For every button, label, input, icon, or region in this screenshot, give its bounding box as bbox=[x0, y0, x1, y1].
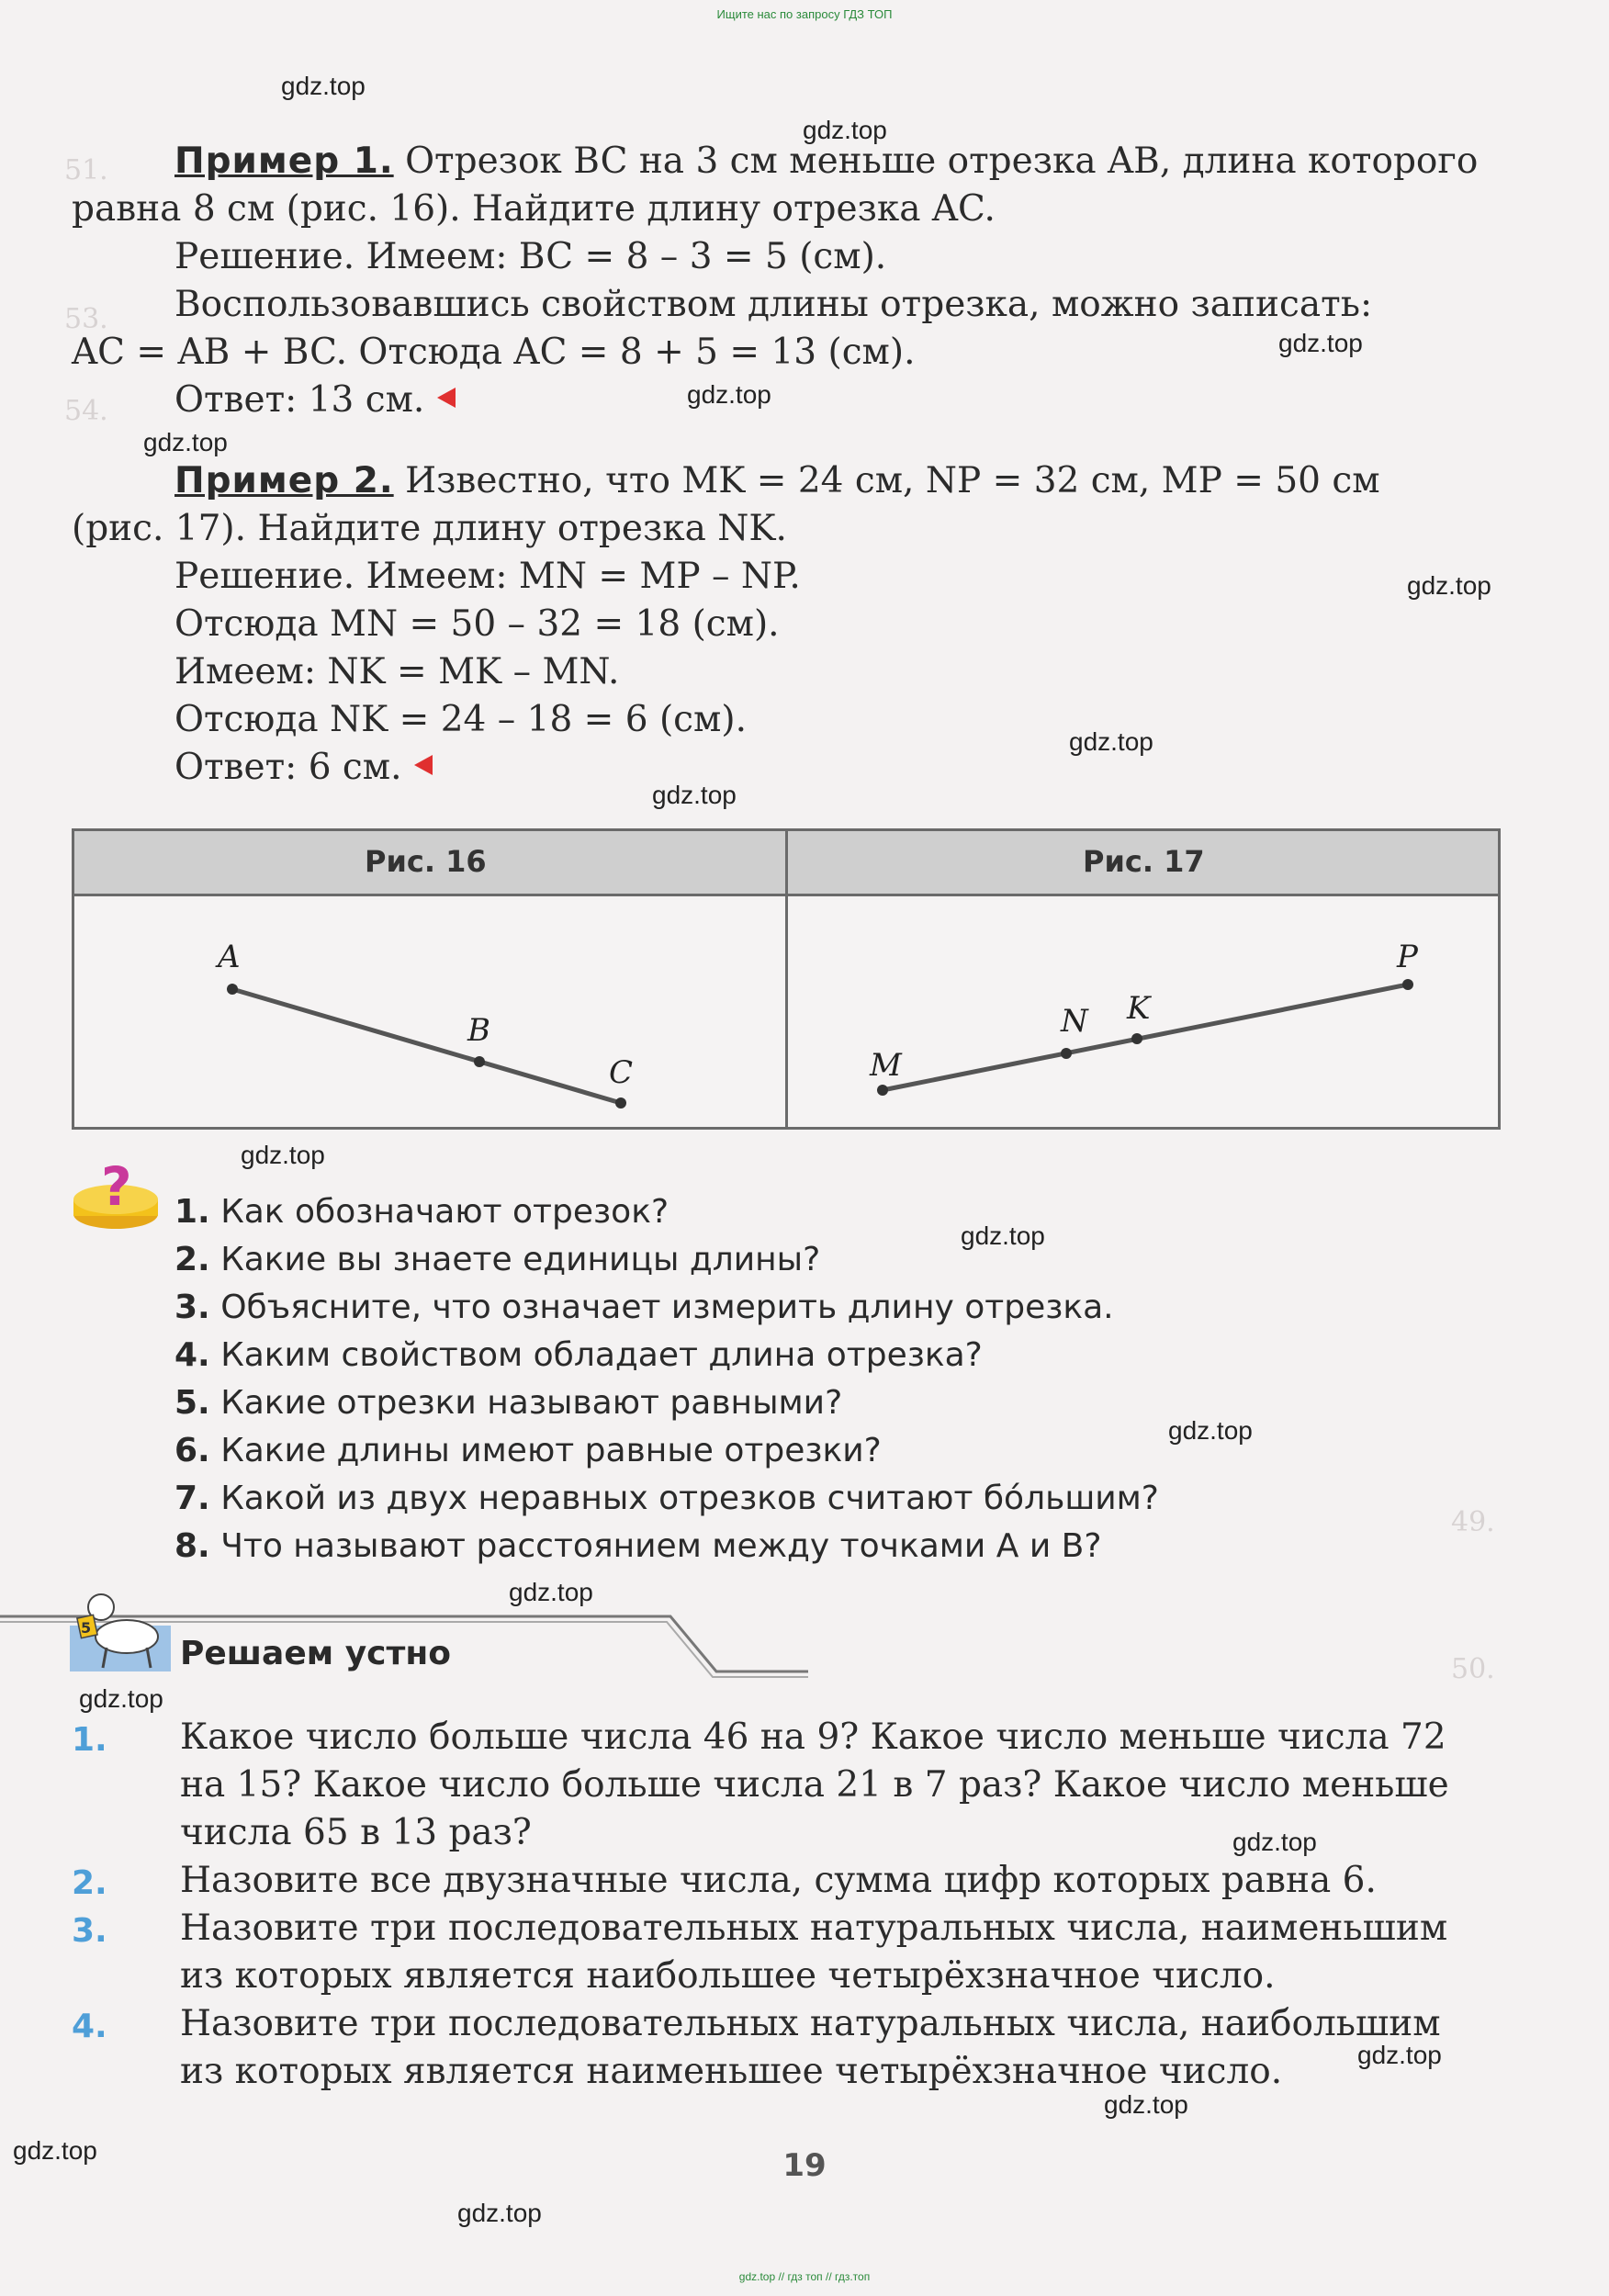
question-mark-glyph: ? bbox=[101, 1159, 132, 1218]
example2-line2: (рис. 17). Найдите длину отрезка NK. bbox=[72, 508, 787, 549]
watermark: gdz.top bbox=[241, 1141, 325, 1169]
bleed-through: 54. bbox=[64, 395, 108, 427]
watermark: gdz.top bbox=[143, 428, 228, 456]
watermark: gdz.top bbox=[1407, 571, 1491, 600]
watermark: gdz.top bbox=[281, 72, 366, 100]
figures-drawing bbox=[74, 894, 1498, 1127]
label-a: A bbox=[218, 939, 241, 975]
oral-item-line: Назовите три последовательных натуральных числа, наибольшим bbox=[180, 2003, 1441, 2044]
label-c: C bbox=[609, 1054, 634, 1091]
example1-line2: равна 8 см (рис. 16). Найдите длину отрезка AC. bbox=[72, 188, 996, 230]
fig16-caption: Рис. 16 bbox=[365, 844, 487, 879]
oral-item-line: из которых является наибольшее четырёхзначное число. bbox=[180, 1955, 1276, 1997]
bleed-through: 51. bbox=[64, 154, 108, 186]
oral-item-number: 1. bbox=[72, 1721, 107, 1759]
watermark: gdz.top bbox=[961, 1221, 1045, 1250]
segment-ac bbox=[232, 989, 621, 1103]
bleed-through: 50. bbox=[1451, 1653, 1495, 1685]
oral-item-line: из которых является наименьшее четырёхзначное число. bbox=[180, 2051, 1283, 2092]
watermark: gdz.top bbox=[1232, 1828, 1317, 1856]
question-item: 8. Что называют расстоянием между точками A и B? bbox=[174, 1527, 1102, 1565]
oral-item-number: 3. bbox=[72, 1912, 107, 1950]
oral-item-line: Назовите три последовательных натуральных числа, наименьшим bbox=[180, 1908, 1448, 1949]
watermark: gdz.top bbox=[803, 116, 887, 144]
point-k bbox=[1131, 1033, 1142, 1044]
example1-answer-line bbox=[174, 377, 456, 424]
example1-line4: Воспользовавшись свойством длины отрезка, можно записать: bbox=[174, 284, 1373, 325]
example1-text: Отрезок BC на 3 см меньше отрезка AB, длина которого bbox=[405, 141, 1479, 182]
oral-item-number: 4. bbox=[72, 2008, 107, 2045]
question-item: 2. Какие вы знаете единицы длины? bbox=[174, 1241, 821, 1278]
page-number: 19 bbox=[782, 2147, 827, 2184]
example1-title: Пример 1. bbox=[174, 141, 394, 182]
oral-item-line: на 15? Какое число больше числа 21 в 7 раз? Какое число меньше bbox=[180, 1764, 1449, 1806]
top-banner: Ищите нас по запросу ГДЗ ТОП bbox=[716, 7, 893, 21]
point-b bbox=[474, 1056, 485, 1067]
question-item: 5. Какие отрезки называют равными? bbox=[174, 1384, 843, 1422]
question-item: 1. Как обозначают отрезок? bbox=[174, 1193, 669, 1231]
question-item: 4. Каким свойством обладает длина отрезка? bbox=[174, 1336, 983, 1374]
bleed-through: 49. bbox=[1451, 1506, 1495, 1538]
watermark: gdz.top bbox=[1069, 727, 1153, 756]
bleed-through: 53. bbox=[64, 303, 108, 335]
example2-text: Известно, что MK = 24 см, NP = 32 см, MP = 50 см bbox=[405, 460, 1380, 501]
watermark: gdz.top bbox=[1168, 1416, 1253, 1445]
watermark: gdz.top bbox=[457, 2199, 542, 2227]
end-marker-icon bbox=[437, 388, 456, 408]
bottom-banner: gdz.top // гдз топ // гдз.топ bbox=[738, 2270, 871, 2283]
watermark: gdz.top bbox=[1104, 2090, 1188, 2119]
point-m bbox=[877, 1085, 888, 1096]
label-b: B bbox=[467, 1012, 490, 1049]
example2-title: Пример 2. bbox=[174, 460, 394, 501]
example2-line1 bbox=[174, 457, 1380, 505]
figures-table bbox=[72, 828, 1501, 1130]
svg-text:5: 5 bbox=[81, 1619, 92, 1637]
label-n: N bbox=[1061, 1003, 1088, 1040]
watermark: gdz.top bbox=[509, 1578, 593, 1606]
example2-solution: Решение. Имеем: MN = MP – NP. bbox=[174, 556, 801, 597]
point-p bbox=[1402, 979, 1413, 990]
label-m: M bbox=[870, 1047, 902, 1084]
example2-line6: Отсюда NK = 24 – 18 = 6 (см). bbox=[174, 699, 747, 740]
example1-line1 bbox=[174, 138, 1478, 186]
point-c bbox=[615, 1097, 626, 1109]
oral-title: Решаем устно bbox=[180, 1635, 451, 1672]
example1-answer: Ответ: 13 см. bbox=[174, 379, 425, 421]
label-p: P bbox=[1397, 939, 1418, 975]
oral-item-line: Назовите все двузначные числа, сумма цифр которых равна 6. bbox=[180, 1860, 1377, 1901]
end-marker-icon bbox=[414, 755, 433, 775]
watermark: gdz.top bbox=[687, 380, 771, 409]
example2-line5: Имеем: NK = MK – MN. bbox=[174, 651, 620, 692]
label-k: K bbox=[1127, 990, 1151, 1027]
question-item: 3. Объясните, что означает измерить длину отрезка. bbox=[174, 1289, 1114, 1326]
questions-list bbox=[174, 1188, 1159, 1570]
example2-line4: Отсюда MN = 50 – 32 = 18 (см). bbox=[174, 603, 780, 645]
example2-answer: Ответ: 6 см. bbox=[174, 747, 402, 788]
example1-solution: Решение. Имеем: BC = 8 – 3 = 5 (см). bbox=[174, 236, 887, 277]
point-a bbox=[227, 984, 238, 995]
fig17-caption: Рис. 17 bbox=[1083, 844, 1205, 879]
watermark: gdz.top bbox=[13, 2136, 97, 2165]
point-n bbox=[1061, 1048, 1072, 1059]
oral-item-line: Какое число больше числа 46 на 9? Какое число меньше числа 72 bbox=[180, 1716, 1446, 1758]
poodle-icon bbox=[73, 1580, 174, 1671]
question-item: 7. Какой из двух неравных отрезков считают бóльшим? bbox=[174, 1480, 1159, 1517]
watermark: gdz.top bbox=[79, 1684, 163, 1713]
oral-item-number: 2. bbox=[72, 1864, 107, 1902]
watermark: gdz.top bbox=[1278, 329, 1363, 357]
example2-answer-line bbox=[174, 744, 433, 792]
question-item: 6. Какие длины имеют равные отрезки? bbox=[174, 1432, 882, 1469]
example1-line5: AC = AB + BC. Отсюда AC = 8 + 5 = 13 (см). bbox=[72, 332, 916, 373]
oral-item-line: числа 65 в 13 раз? bbox=[180, 1812, 532, 1853]
question-mark-icon bbox=[70, 1159, 162, 1232]
watermark: gdz.top bbox=[652, 781, 737, 809]
watermark: gdz.top bbox=[1357, 2041, 1442, 2069]
